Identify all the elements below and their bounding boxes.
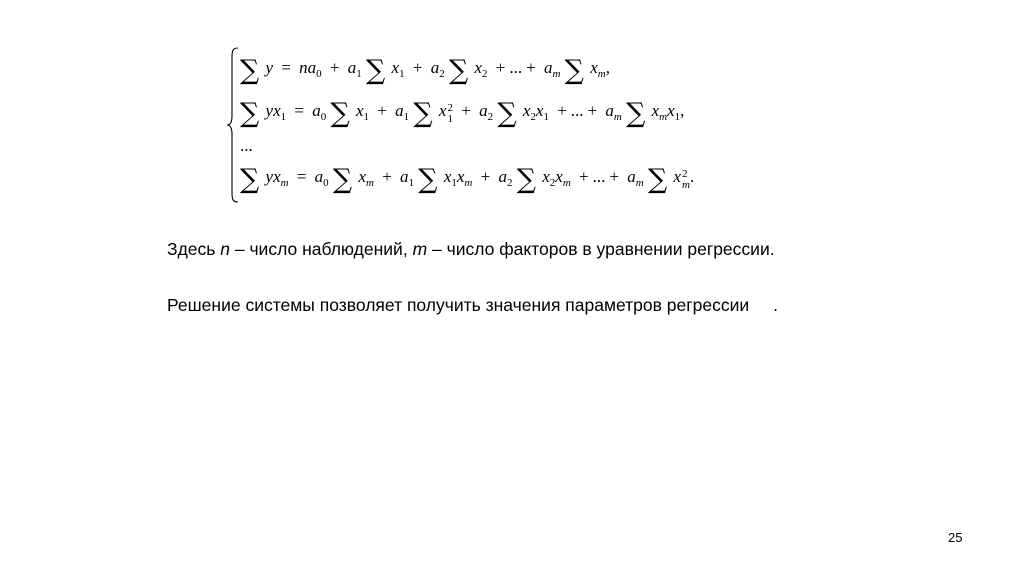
sum-symbol: ∑ bbox=[448, 55, 469, 86]
equation-2 bbox=[240, 98, 685, 129]
subscript: 1 bbox=[543, 111, 549, 123]
coef-a0: a bbox=[307, 58, 317, 77]
sum-symbol: ∑ bbox=[330, 98, 350, 129]
subscript: 1 bbox=[447, 113, 453, 125]
equation-ellipsis: ... bbox=[240, 136, 253, 155]
coef-a2: a bbox=[498, 167, 507, 186]
var-x1: x bbox=[667, 101, 675, 120]
var-x2: x bbox=[522, 101, 531, 120]
var-x1: x bbox=[356, 101, 364, 120]
subscript: 1 bbox=[363, 111, 370, 123]
var-x1: x bbox=[443, 167, 452, 186]
subscript: m bbox=[280, 177, 289, 189]
subscript: 2 bbox=[482, 68, 488, 80]
paragraph-solution bbox=[167, 294, 827, 317]
subscript: 0 bbox=[320, 111, 327, 123]
coef-a0: a bbox=[312, 101, 321, 120]
equation-1 bbox=[240, 55, 610, 86]
superscript: 2 bbox=[682, 168, 688, 180]
sum-symbol: ∑ bbox=[240, 164, 260, 195]
subscript: 1 bbox=[403, 111, 410, 123]
subscript: 1 bbox=[408, 177, 415, 189]
subscript: m bbox=[613, 111, 622, 123]
var-n: n bbox=[299, 58, 308, 77]
subscript: m bbox=[597, 68, 606, 80]
equation-m bbox=[240, 164, 695, 195]
coef-am: a bbox=[605, 101, 614, 120]
var-yxm: yx bbox=[265, 167, 281, 186]
subscript: m bbox=[635, 177, 644, 189]
var-xm: x bbox=[590, 58, 598, 77]
sup-sub-pair bbox=[682, 169, 690, 191]
punctuation: . bbox=[773, 295, 779, 315]
page-number: 25 bbox=[948, 530, 963, 545]
sum-symbol: ∑ bbox=[564, 55, 584, 86]
subscript: m bbox=[366, 177, 374, 189]
sum-symbol: ∑ bbox=[497, 98, 517, 129]
punctuation: . bbox=[689, 167, 695, 186]
plus-sign: + bbox=[579, 167, 589, 186]
subscript: 2 bbox=[549, 177, 556, 189]
sum-symbol: ∑ bbox=[332, 164, 353, 195]
ellipsis: ... bbox=[509, 58, 523, 77]
subscript: 1 bbox=[356, 68, 362, 80]
subscript: 1 bbox=[280, 111, 287, 123]
var-xm-squared: x bbox=[673, 167, 682, 186]
sum-symbol: ∑ bbox=[366, 55, 386, 86]
punctuation: , bbox=[605, 58, 610, 77]
sup-sub-pair bbox=[447, 103, 453, 125]
sum-symbol: ∑ bbox=[647, 164, 668, 195]
coef-a1: a bbox=[400, 167, 409, 186]
subscript: m bbox=[682, 179, 690, 191]
ellipsis: ... bbox=[592, 167, 606, 186]
normal-equations-system bbox=[226, 46, 786, 204]
subscript: m bbox=[659, 111, 668, 123]
var-x2: x bbox=[474, 58, 483, 77]
plus-sign: + bbox=[377, 101, 387, 120]
subscript: 1 bbox=[399, 68, 405, 80]
equals-sign: = bbox=[281, 58, 291, 77]
sum-symbol: ∑ bbox=[418, 164, 438, 195]
plus-sign: + bbox=[609, 167, 619, 186]
ellipsis: ... bbox=[570, 101, 584, 120]
plus-sign: + bbox=[557, 101, 567, 120]
coef-a2: a bbox=[479, 101, 488, 120]
paragraph-definitions bbox=[167, 238, 827, 261]
subscript: m bbox=[464, 177, 473, 189]
var-m: m bbox=[412, 239, 428, 259]
coef-a2: a bbox=[430, 58, 440, 77]
subscript: 2 bbox=[439, 68, 445, 80]
plus-sign: + bbox=[587, 101, 598, 120]
var-xm: x bbox=[358, 167, 366, 186]
var-xm: x bbox=[456, 167, 465, 186]
sum-symbol: ∑ bbox=[240, 55, 260, 86]
plus-sign: + bbox=[412, 58, 423, 77]
var-x2: x bbox=[542, 167, 550, 186]
var-x1: x bbox=[391, 58, 400, 77]
text-run: Здесь bbox=[167, 239, 221, 259]
sum-symbol: ∑ bbox=[626, 98, 646, 129]
subscript: m bbox=[552, 68, 561, 80]
plus-sign: + bbox=[461, 101, 471, 120]
punctuation: , bbox=[680, 101, 685, 120]
text-run: Решение системы позволяет получить значения параметров регрессии bbox=[167, 295, 750, 315]
plus-sign: + bbox=[526, 58, 536, 77]
equals-sign: = bbox=[294, 101, 304, 120]
coef-am: a bbox=[543, 58, 553, 77]
superscript: 2 bbox=[447, 102, 453, 114]
sum-symbol: ∑ bbox=[413, 98, 433, 129]
subscript: 1 bbox=[451, 177, 457, 189]
subscript: 0 bbox=[323, 177, 329, 189]
plus-sign: + bbox=[495, 58, 506, 77]
plus-sign: + bbox=[382, 167, 392, 186]
subscript: 2 bbox=[530, 111, 536, 123]
sum-symbol: ∑ bbox=[240, 98, 260, 129]
subscript: 2 bbox=[506, 177, 513, 189]
left-brace-icon bbox=[226, 46, 240, 204]
subscript: 2 bbox=[487, 111, 494, 123]
sum-symbol: ∑ bbox=[516, 164, 536, 195]
plus-sign: + bbox=[480, 167, 491, 186]
coef-a0: a bbox=[314, 167, 324, 186]
var-xm: x bbox=[555, 167, 563, 186]
coef-a1: a bbox=[395, 101, 404, 120]
subscript: 1 bbox=[674, 111, 681, 123]
var-yx1: yx bbox=[265, 101, 281, 120]
var-x1: x bbox=[535, 101, 544, 120]
var-xm: x bbox=[651, 101, 660, 120]
text-run: – число наблюдений, bbox=[229, 239, 413, 259]
subscript: m bbox=[562, 177, 571, 189]
plus-sign: + bbox=[329, 58, 340, 77]
equals-sign: = bbox=[296, 167, 307, 186]
text-run: – число факторов в уравнении регрессии. bbox=[427, 239, 775, 259]
var-x1-squared: x bbox=[438, 101, 447, 120]
coef-a1: a bbox=[347, 58, 357, 77]
subscript: 0 bbox=[316, 68, 322, 80]
coef-am: a bbox=[627, 167, 636, 186]
var-y: y bbox=[265, 58, 274, 77]
var-n: n bbox=[220, 239, 230, 259]
